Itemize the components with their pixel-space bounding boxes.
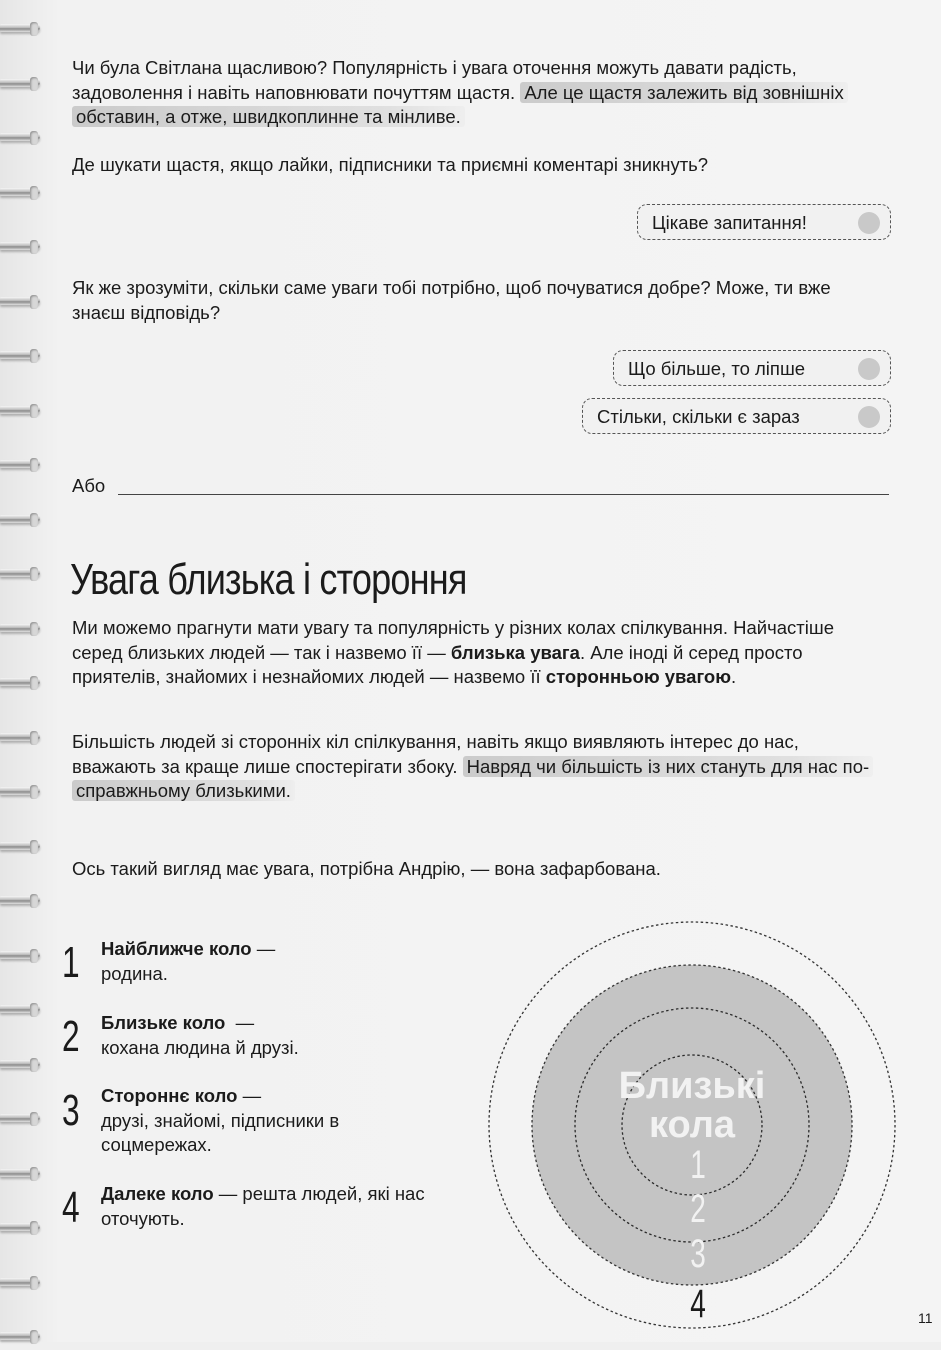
list-rest: —: [225, 1012, 255, 1033]
diagram-label-line1: Близькі: [618, 1065, 766, 1107]
list-desc: кохана людина й друзі.: [101, 1036, 299, 1058]
spiral-ring: [0, 511, 42, 533]
intro-highlight: Але це щастя залежить від зовнішніх обставин, а отже, швидкоплинне та мінливе.: [72, 82, 848, 128]
section-paragraph-2: [72, 730, 872, 804]
intro-paragraph: [72, 56, 872, 130]
spiral-ring: [0, 620, 42, 642]
radio-dot[interactable]: [858, 406, 880, 428]
option-label: Стільки, скільки є зараз: [597, 406, 800, 427]
more-is-better-option[interactable]: [613, 350, 891, 386]
spiral-ring: [0, 347, 42, 369]
spiral-ring: [0, 293, 42, 315]
spiral-ring: [0, 129, 42, 151]
spiral-ring: [0, 1110, 42, 1132]
section-paragraph-3: Ось такий вигляд має увага, потрібна Андрію, — вона зафарбована.: [72, 858, 661, 879]
radio-dot[interactable]: [858, 212, 880, 234]
attention-circles-diagram: [480, 915, 900, 1335]
list-number-3: 3: [62, 1086, 80, 1135]
as-much-as-now-option[interactable]: [582, 398, 891, 434]
list-title: Найближче коло: [101, 938, 252, 959]
ring-label-1: 1: [690, 1143, 706, 1188]
list-title: Стороннє коло: [101, 1085, 238, 1106]
list-desc: родина.: [101, 962, 168, 984]
ring-label-2: 2: [690, 1187, 706, 1232]
section-title: Увага близька і стороння: [70, 555, 467, 604]
list-item-4: [101, 1182, 441, 1231]
diagram-label-line2: кола: [648, 1104, 736, 1146]
intro-text: Чи була Світлана щасливою? Популярність і увага оточення можуть давати радість, задоволення і навіть наповнювати почуттям щастя.: [72, 57, 797, 103]
spiral-ring: [0, 729, 42, 751]
ring-label-4: 4: [690, 1282, 706, 1327]
text: . Але іноді й серед просто приятелів, знайомих і незнайомих людей — назвемо її: [72, 641, 803, 687]
text: .: [731, 666, 737, 687]
text: Ми можемо прагнути мати увагу та популярність у різних колах спілкування. Найчастіше серед близьких людей — так і назвемо її —: [72, 617, 834, 663]
spiral-ring: [0, 20, 42, 42]
list-item-2: [101, 1011, 441, 1060]
option-label: Цікаве запитання!: [652, 212, 807, 233]
bold-term-close-attention: близька увага: [450, 641, 580, 663]
spiral-ring: [0, 1056, 42, 1078]
spiral-ring: [0, 674, 42, 696]
radio-dot[interactable]: [858, 358, 880, 380]
question-paragraph: Де шукати щастя, якщо лайки, підписники та приємні коментарі зникнуть?: [72, 154, 709, 175]
list-number-1: 1: [62, 938, 80, 987]
bold-term-outside-attention: сторонньою увагою: [545, 666, 732, 687]
page-number: 11: [918, 1310, 933, 1326]
list-number-4: 4: [62, 1183, 80, 1232]
spiral-ring: [0, 838, 42, 860]
section-highlight: Навряд чи більшість із них стануть для нас по-справжньому близькими.: [72, 756, 873, 802]
attention-question-paragraph: Як же зрозуміти, скільки саме уваги тобі потрібно, щоб почуватися добре? Може, ти вже знаєш відповідь?: [72, 277, 831, 323]
spiral-ring: [0, 892, 42, 914]
spiral-ring: [0, 1165, 42, 1187]
spiral-ring: [0, 184, 42, 206]
section-paragraph-1: [72, 616, 872, 690]
list-item-1: [101, 937, 441, 986]
spiral-ring: [0, 75, 42, 97]
spiral-ring: [0, 783, 42, 805]
option-label: Що більше, то ліпше: [628, 358, 806, 379]
spiral-ring: [0, 565, 42, 587]
spiral-ring: [0, 402, 42, 424]
spiral-ring: [0, 947, 42, 969]
spiral-ring: [0, 1219, 42, 1241]
answer-line[interactable]: [118, 494, 889, 495]
list-number-2: 2: [62, 1012, 80, 1061]
text: Більшість людей зі сторонніх кіл спілкування, навіть якщо виявляють інтерес до нас, вважають за краще лише спостерігати збоку.: [72, 731, 799, 777]
ring-label-3: 3: [690, 1232, 706, 1277]
list-rest: —: [251, 938, 276, 959]
list-rest: —: [237, 1085, 262, 1106]
interesting-question-option[interactable]: [637, 204, 891, 240]
list-item-3: [101, 1084, 381, 1158]
spiral-ring: [0, 238, 42, 260]
spiral-binding: [0, 20, 48, 1330]
spiral-ring: [0, 456, 42, 478]
list-rest: — решта людей, які нас оточують.: [101, 1183, 425, 1229]
spiral-ring: [0, 1274, 42, 1296]
or-label: Або: [72, 475, 106, 496]
list-title: Близьке коло: [101, 1012, 226, 1033]
list-title: Далеке коло: [101, 1183, 214, 1204]
list-desc: друзі, знайомі, підписники в соцмережах.: [101, 1109, 340, 1155]
spiral-ring: [0, 1328, 42, 1350]
spiral-ring: [0, 1001, 42, 1023]
